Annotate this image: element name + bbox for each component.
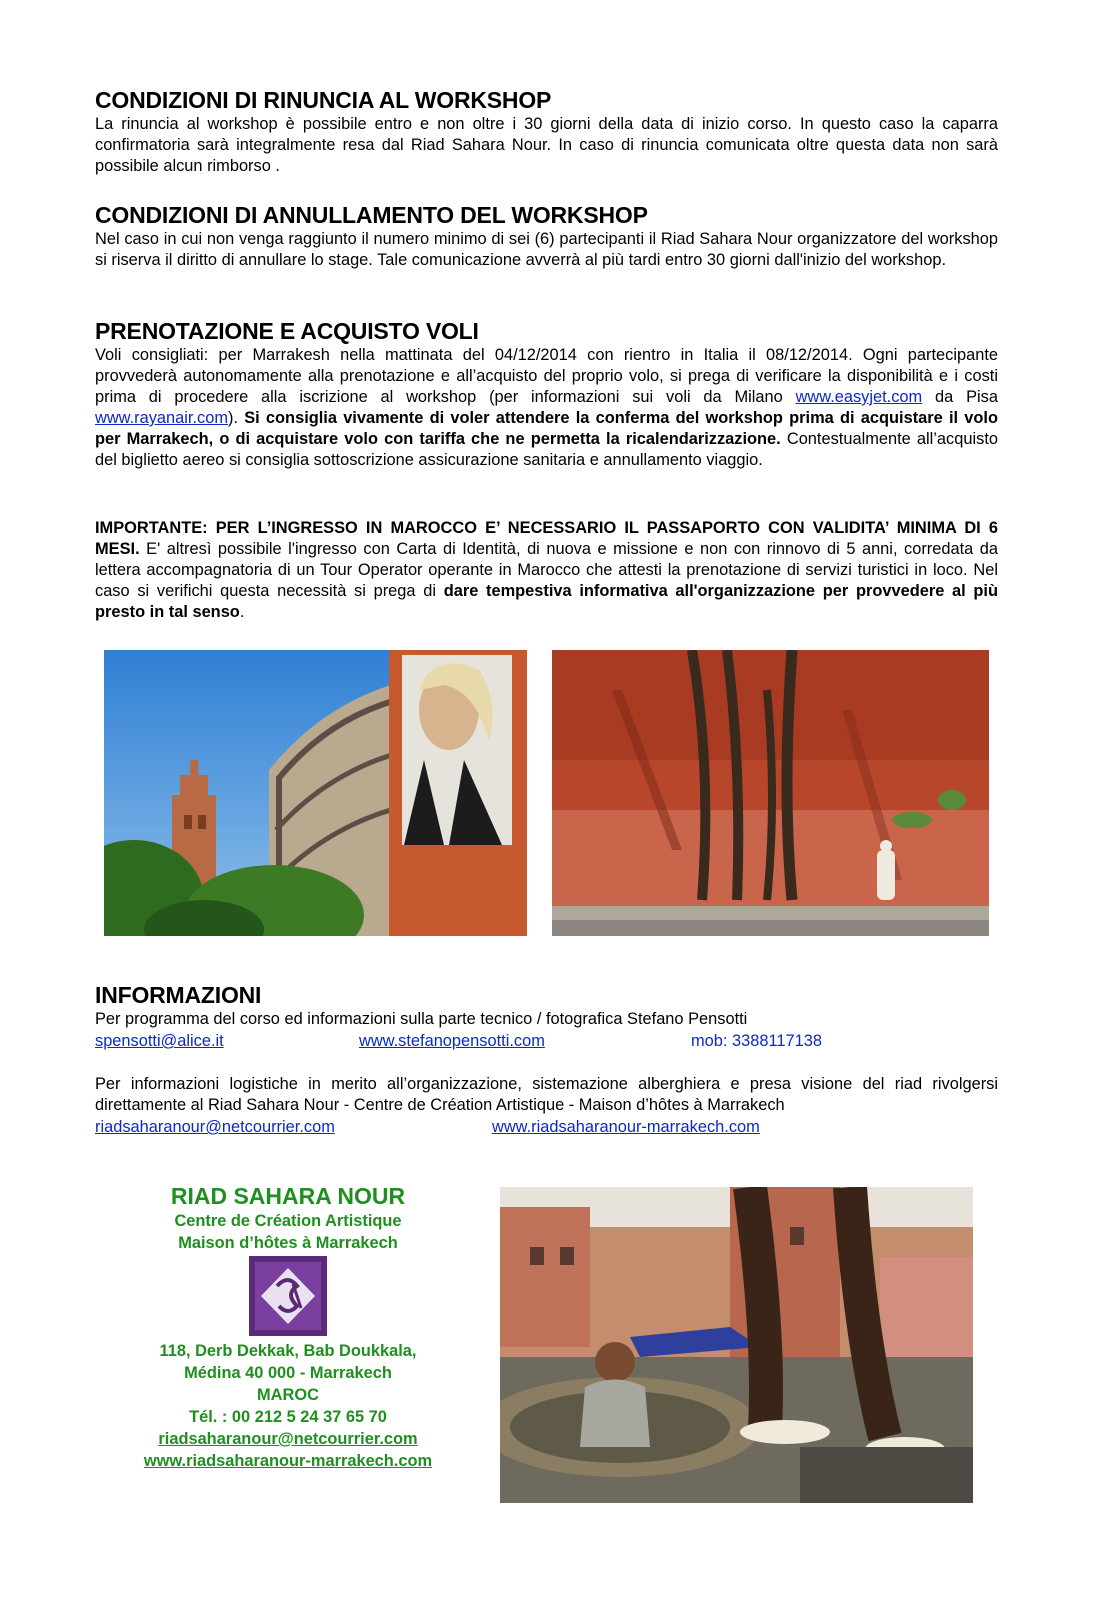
info-tecnico-text: Per programma del corso ed informazioni sulla parte tecnico / fotografica Stefano Pensotti — [95, 1010, 748, 1028]
riad-email-link[interactable]: riadsaharanour@netcourrier.com — [158, 1430, 418, 1448]
section-title-rinuncia: CONDIZIONI DI RINUNCIA AL WORKSHOP — [95, 87, 552, 113]
section-text-importante: IMPORTANTE: PER L’INGRESSO IN MAROCCO E’ NECESSARIO IL PASSAPORTO CON VALIDITA’ MINIMA DI 6 MESI. E' altresì possibile l'ingresso con Carta di Identità, di nuova e missione e non con rinnovo di 5 anni, corredata da lettera accompagnatoria di un Tour Operator operante in Marocco che attesti la prenotazione di servizi turistici in loco. Nel caso si verifichi questa necessità si prega di dare tempestiva informativa all'organizzazione per provvedere al più presto in tal senso. — [95, 519, 998, 621]
website-riad-link[interactable]: www.riadsaharanour-marrakech.com — [492, 1118, 760, 1136]
riad-address-2: Médina 40 000 - Marrakech — [184, 1364, 392, 1382]
info-logistica — [95, 1074, 998, 1116]
section-title-voli: PRENOTAZIONE E ACQUISTO VOLI — [95, 318, 479, 344]
section-importante — [95, 518, 998, 623]
riad-country: MAROC — [257, 1386, 319, 1404]
riad-phone: Tél. : 00 212 5 24 37 65 70 — [189, 1408, 387, 1426]
section-title-annullamento: CONDIZIONI DI ANNULLAMENTO DEL WORKSHOP — [95, 202, 648, 228]
email-riad-link[interactable]: riadsaharanour@netcourrier.com — [95, 1118, 335, 1136]
website-stefano-link[interactable]: www.stefanopensotti.com — [359, 1032, 545, 1050]
section-informazioni — [95, 981, 998, 1030]
section-rinuncia — [95, 86, 998, 177]
riad-address-1: 118, Derb Dekkak, Bab Doukkala, — [159, 1342, 417, 1360]
easyjet-link[interactable]: www.easyjet.com — [795, 388, 923, 406]
riad-card — [110, 1182, 466, 1472]
voli-advice-bold: Si consiglia vivamente di voler attendere la conferma del workshop prima di acquistare il volo per Marrakech, o di acquistare volo con tariffa che ne permetta la ricalendarizzazione. — [95, 409, 998, 448]
riad-subtitle-2: Maison d’hôtes à Marrakech — [178, 1234, 398, 1252]
rayanair-link[interactable]: www.rayanair.com — [95, 409, 228, 427]
section-text-annullamento: Nel caso in cui non venga raggiunto il numero minimo di sei (6) partecipanti il Riad Sahara Nour organizzatore del workshop si riserva il diritto di annullare lo stage. Tale comunicazione avverrà al più tardi entro 30 giorni dall'inizio del workshop. — [95, 230, 998, 269]
importante-heading-bold: IMPORTANTE: PER L’INGRESSO IN MAROCCO E’ NECESSARIO IL PASSAPORTO CON VALIDITA’ MINIMA DI 6 MESI. — [95, 519, 998, 558]
photo-marrakech-building — [104, 650, 527, 936]
photo-tanneries — [500, 1187, 973, 1503]
riad-website-link[interactable]: www.riadsaharanour-marrakech.com — [143, 1452, 433, 1470]
importante-advice-bold: dare tempestiva informativa all'organizzazione per provvedere al più presto in tal senso — [95, 582, 998, 621]
riad-name: RIAD SAHARA NOUR — [170, 1183, 406, 1209]
photo-red-wall-palms — [552, 650, 989, 936]
section-title-informazioni: INFORMAZIONI — [95, 982, 262, 1008]
info-logistica-text: Per informazioni logistiche in merito all’organizzazione, sistemazione alberghiera e presa visione del riad rivolgersi direttamente al Riad Sahara Nour - Centre de Création Artistique - Maison d’hôtes à Marrakech — [95, 1075, 998, 1114]
section-annullamento — [95, 201, 998, 271]
section-text-rinuncia: La rinuncia al workshop è possibile entro e non oltre i 30 giorni della data di inizio corso. In questo caso la caparra confirmatoria sarà integralmente resa dal Riad Sahara Nour. In caso di rinuncia comunicata oltre questa data non sarà possibile alcun rimborso . — [95, 115, 998, 175]
mobile-number: mob: 3388117138 — [691, 1032, 822, 1050]
email-stefano-link[interactable]: spensotti@alice.it — [95, 1032, 224, 1050]
section-voli — [95, 317, 998, 471]
riad-subtitle-1: Centre de Création Artistique — [174, 1212, 402, 1230]
riad-sahara-nour-logo-icon — [249, 1256, 327, 1336]
section-text-voli: Voli consigliati: per Marrakesh nella mattinata del 04/12/2014 con rientro in Italia il 08/12/2014. Ogni partecipante provvederà autonomamente alla prenotazione e all’acquisto del proprio volo, si prega di verificare la disponibilità e i costi prima di procedere alla iscrizione al workshop (per informazioni sui voli da Milano www.easyjet.com da Pisa www.rayanair.com). Si consiglia vivamente di voler attendere la conferma del workshop prima di acquistare il volo per Marrakech, o di acquistare volo con tariffa che ne permetta la ricalendarizzazione. Contestualmente all’acquisto del biglietto aereo si consiglia sottoscrizione assicurazione sanitaria e annullamento viaggio. — [95, 346, 998, 469]
